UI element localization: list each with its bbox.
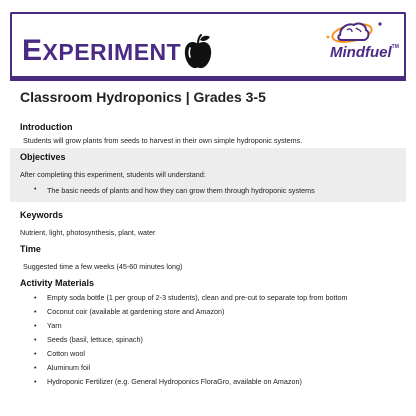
list-bullet: • — [34, 349, 37, 358]
objectives-heading: Objectives — [20, 152, 66, 162]
banner-title-cap: E — [22, 34, 43, 67]
apple-icon — [183, 34, 213, 70]
logo-text: Mindfuel — [330, 44, 392, 61]
list-bullet: • — [34, 335, 37, 344]
introduction-heading: Introduction — [20, 122, 73, 132]
introduction-text: Students will grow plants from seeds to harvest in their own simple hydroponic systems. — [23, 136, 303, 145]
logo-trademark: TM — [391, 44, 399, 50]
list-item-text: Coconut coir (available at gardening store and Amazon) — [47, 307, 225, 316]
list-bullet: • — [34, 377, 37, 386]
materials-heading: Activity Materials — [20, 278, 95, 288]
banner-rule — [10, 76, 406, 81]
keywords-heading: Keywords — [20, 210, 64, 220]
page-title: Classroom Hydroponics | Grades 3-5 — [20, 89, 266, 105]
list-bullet: • — [34, 321, 37, 330]
objectives-bullet-dot: • — [34, 186, 37, 193]
banner-title-rest: XPERIMENT — [42, 39, 182, 65]
time-text: Suggested time a few weeks (45-60 minutes long) — [23, 262, 183, 271]
list-item-text: Seeds (basil, lettuce, spinach) — [47, 335, 143, 344]
list-bullet: • — [34, 293, 37, 302]
list-item-text: Cotton wool — [47, 349, 85, 358]
keywords-text: Nutrient, light, photosynthesis, plant, water — [20, 228, 156, 237]
list-bullet: • — [34, 307, 37, 316]
list-item-text: Yarn — [47, 321, 62, 330]
logo-wordmark — [330, 44, 399, 61]
list-item-text: Hydroponic Fertilizer (e.g. General Hydroponics FloraGro, available on Amazon) — [47, 377, 302, 386]
list-item-text: Aluminum foil — [47, 363, 91, 372]
time-heading: Time — [20, 244, 41, 254]
objectives-lead: After completing this experiment, students will understand: — [20, 170, 206, 179]
banner-title — [22, 36, 181, 67]
list-bullet: • — [34, 363, 37, 372]
objectives-bullet: The basic needs of plants and how they can grow them through hydroponic systems — [47, 186, 315, 195]
list-item-text: Empty soda bottle (1 per group of 2-3 students), clean and pre-cut to separate top from bottom — [47, 293, 348, 302]
